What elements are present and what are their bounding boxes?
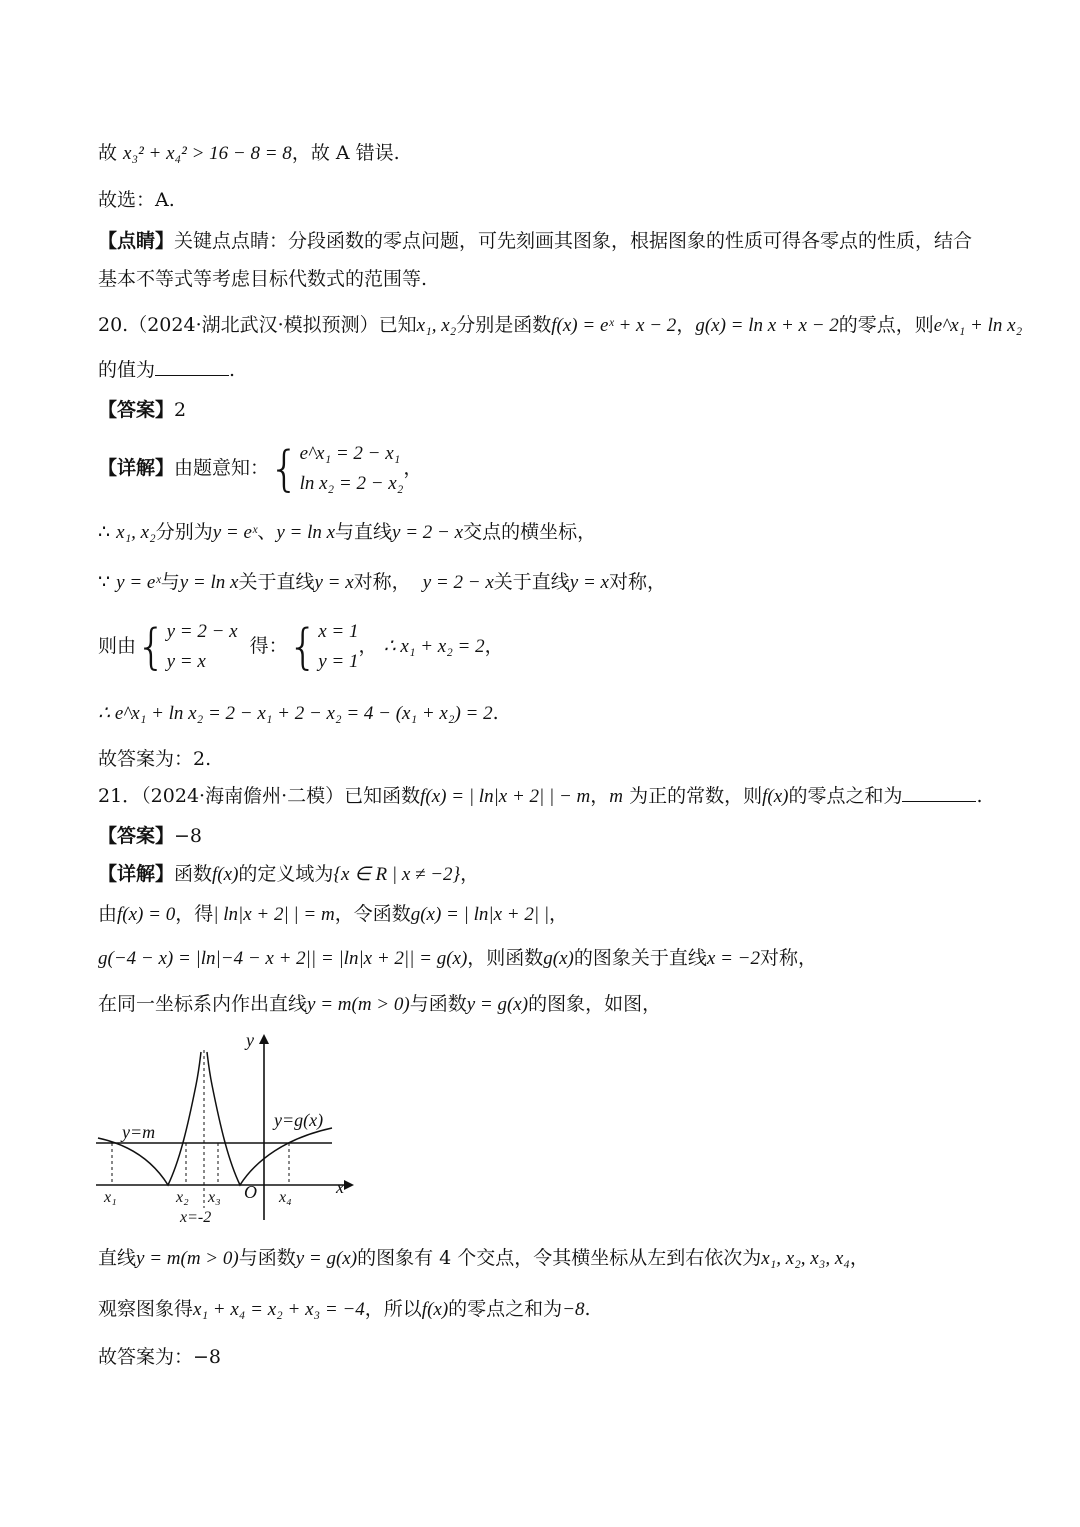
period: .: [205, 748, 212, 770]
text: 直线: [98, 1247, 137, 1269]
comma: ，: [590, 785, 610, 807]
text: ，则函数: [467, 947, 544, 969]
q21-final: [98, 1344, 221, 1370]
math: f(x): [762, 786, 789, 807]
brace: {: [136, 619, 167, 675]
text: ，: [676, 314, 696, 336]
text: 由: [98, 903, 118, 925]
text: 与函数: [409, 993, 467, 1015]
text: 的零点之和为: [448, 1298, 563, 1320]
brace: {: [269, 441, 300, 497]
function-graph-figure: [96, 1030, 366, 1225]
text: ，令函数: [334, 903, 411, 925]
math: y = ln x: [276, 522, 336, 543]
label-origin: O: [244, 1182, 257, 1202]
math: e^x₁ + ln x₂: [933, 315, 1023, 336]
answer-blank: [902, 783, 976, 802]
text: 与: [160, 571, 180, 593]
tag-answer: 【答案】: [98, 825, 175, 847]
math: y = 2 − x: [392, 522, 464, 543]
text: 得：: [249, 635, 288, 657]
line-comment: [98, 228, 972, 254]
period: .: [584, 1298, 591, 1320]
math: ∴ x₁ + x₂ = 2: [383, 636, 485, 657]
q21-detail-4: [98, 991, 661, 1018]
y-axis-arrow: [259, 1034, 269, 1044]
text: 的图象，如图，: [528, 993, 662, 1015]
tag-detail: 【详解】: [98, 457, 175, 479]
tag-comment: 【点睛】: [98, 230, 175, 252]
text: 为正的常数，则: [629, 785, 763, 807]
math: f(x) = | ln|x + 2| | − m: [420, 786, 591, 807]
q21-head: 21．（2024·海南儋州·二模）已知函数: [98, 785, 421, 807]
text: 故: [98, 142, 124, 164]
math: f(x): [421, 1299, 449, 1320]
comma: ，: [549, 903, 569, 925]
math: y = m(m > 0): [136, 1248, 239, 1269]
text: 函数: [174, 863, 213, 885]
q21-detail-5: [98, 1245, 869, 1272]
line-conclusion-a: [98, 140, 400, 167]
q21-detail-6: [98, 1296, 591, 1323]
text: 故答案为：: [98, 1346, 194, 1368]
text: 交点的横坐标，: [463, 521, 597, 543]
system-3: [318, 617, 358, 677]
text: 对称，: [353, 571, 411, 593]
text: 观察图象得: [98, 1298, 194, 1320]
q21-statement: [98, 783, 983, 810]
q20-statement: [98, 312, 1022, 339]
text: 对称，: [759, 947, 817, 969]
math: g(x) = ln x + x − 2: [695, 315, 839, 336]
period: .: [976, 785, 983, 807]
q20-detail-5: [98, 700, 499, 727]
math: y = x: [569, 572, 609, 593]
q20-detail-3: [98, 569, 666, 596]
math: y = g(x): [466, 994, 529, 1015]
text: 则由: [98, 635, 137, 657]
q21-detail-3: [98, 945, 817, 972]
answer-value: 2: [174, 399, 187, 421]
math: y = ln x: [179, 572, 239, 593]
text: ，得: [175, 903, 214, 925]
q20-head: 20.（2024·湖北武汉·模拟预测）已知: [98, 314, 417, 336]
tag-detail: 【详解】: [98, 863, 175, 885]
math: {x ∈ R | x ≠ −2}: [333, 864, 461, 885]
because: ∵: [98, 571, 117, 593]
text: 与直线: [335, 521, 393, 543]
math: f(x) = 0: [117, 904, 176, 925]
math-final: ∴ e^x₁ + ln x₂ = 2 − x₁ + 2 − x₂ = 4 − (x₁ + x₂) = 2: [98, 703, 493, 724]
math: y = 2 − x: [422, 572, 494, 593]
math: | ln|x + 2| | = m: [213, 904, 335, 925]
q21-detail-2: [98, 901, 568, 928]
text: ，所以: [364, 1298, 422, 1320]
text: 关键点点睛：分段函数的零点问题，可先刻画其图象，根据图象的性质可得各零点的性质，结合: [174, 230, 973, 252]
text: 与函数: [238, 1247, 296, 1269]
math: g(x): [543, 948, 574, 969]
math: x₁ + x₄ = x₂ + x₃ = −4: [193, 1299, 365, 1320]
label-x4: x₄: [279, 1189, 292, 1206]
period: .: [229, 359, 236, 381]
tag-answer: 【答案】: [98, 399, 175, 421]
comma: ，: [358, 635, 378, 657]
text: 故答案为：: [98, 748, 194, 770]
math: x₁, x₂: [416, 315, 457, 336]
q20-detail-2: [98, 519, 596, 546]
math: f(x) = eˣ + x − 2: [551, 315, 677, 336]
answer-blank: [155, 357, 229, 376]
line-choice: 故选：A.: [98, 189, 175, 211]
system-1: [300, 439, 404, 499]
text: 的零点之和为: [788, 785, 903, 807]
q21-answer: [98, 823, 202, 849]
text: 关于直线: [493, 571, 570, 593]
comma: ，: [460, 863, 480, 885]
label-y-g: y=g(x): [274, 1110, 324, 1130]
therefore: ∴: [98, 521, 117, 543]
comma: ，: [849, 1247, 869, 1269]
label-x1: x₁: [104, 1189, 117, 1206]
text: 的零点，则: [838, 314, 934, 336]
q20-detail-4: [98, 616, 504, 677]
math: g(−4 − x) = |ln|−4 − x + 2|| = |ln|x + 2|| = g(x): [98, 948, 468, 969]
q20-final: [98, 746, 211, 772]
q20-answer: [98, 397, 186, 423]
text: 在同一坐标系内作出直线: [98, 993, 308, 1015]
q20-statement-2: [98, 357, 235, 383]
sys-row: e^x₁ = 2 − x₁: [299, 443, 401, 464]
text: 的图象关于直线: [573, 947, 707, 969]
answer-value: −8: [174, 825, 203, 847]
q20-detail-1: [98, 438, 422, 499]
math: x₁, x₂: [116, 522, 156, 543]
brace: {: [287, 619, 319, 675]
text: ，故 A 错误.: [291, 142, 400, 164]
system-2: [167, 617, 238, 677]
text: 分别为: [155, 521, 213, 543]
sys-row: y = x: [166, 651, 206, 672]
math: y = eˣ: [116, 572, 161, 593]
x-axis-arrow: [344, 1180, 354, 1190]
line-comment-2: 基本不等式等考虑目标代数式的范围等.: [98, 268, 428, 290]
text: 由题意知：: [174, 457, 270, 479]
math: y = x: [314, 572, 354, 593]
math: g(x) = | ln|x + 2| |: [410, 904, 550, 925]
text: 对称，: [608, 571, 666, 593]
label-y-axis: y: [246, 1030, 254, 1050]
final-value: 2: [193, 748, 206, 770]
sys-row: ln x₂ = 2 − x₂: [299, 473, 404, 494]
sys-row: y = 2 − x: [166, 621, 238, 642]
math: −8: [562, 1299, 585, 1320]
text: 的值为: [98, 359, 156, 381]
math: f(x): [212, 864, 239, 885]
math: x = −2: [706, 948, 760, 969]
final-value: −8: [193, 1346, 222, 1368]
label-asymptote: x=-2: [180, 1209, 212, 1225]
label-x2: x₂: [176, 1189, 189, 1206]
math: x₁, x₂, x₃, x₄: [761, 1248, 850, 1269]
label-x-axis: x: [336, 1177, 344, 1197]
comma: ，: [484, 635, 504, 657]
label-x3: x₃: [208, 1189, 221, 1206]
text: 的图象有 4 个交点，令其横坐标从左到右依次为: [357, 1247, 762, 1269]
math-x34: x₃² + x₄² > 16 − 8 = 8: [123, 143, 292, 164]
math: y = m(m > 0): [307, 994, 410, 1015]
text: 、: [257, 521, 277, 543]
q21-detail-1: [98, 861, 479, 888]
text: 关于直线: [238, 571, 315, 593]
sys-row: x = 1: [318, 621, 359, 642]
text: 的定义域为: [238, 863, 334, 885]
label-y-m: y=m: [122, 1122, 156, 1142]
math: y = g(x): [295, 1248, 358, 1269]
math: y = eˣ: [212, 522, 258, 543]
comma: ，: [403, 457, 423, 479]
text: 分别是函数: [456, 314, 552, 336]
period: .: [492, 702, 499, 724]
curve-left: [98, 1052, 201, 1185]
sys-row: y = 1: [318, 651, 359, 672]
math: m: [609, 786, 624, 807]
